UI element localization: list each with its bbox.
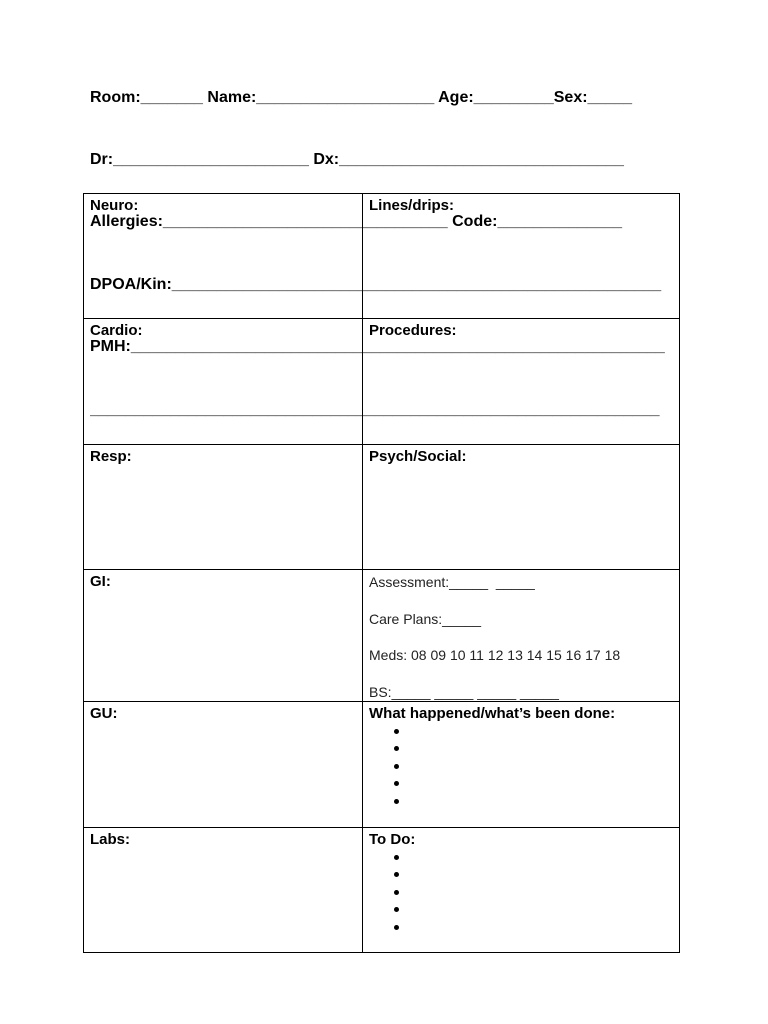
procedures-cell[interactable] — [363, 319, 680, 445]
lines-drips-label: Lines/drips: — [369, 197, 455, 214]
meds-line[interactable]: Meds: 08 09 10 11 12 13 14 15 16 17 18 — [369, 647, 621, 663]
header-line-allergies-code[interactable]: Allergies:________________________________ Code:______________ — [90, 213, 623, 231]
labs-cell[interactable] — [84, 827, 363, 952]
header-line-room-name-age-sex[interactable]: Room:_______ Name:____________________ Age:_________Sex:_____ — [90, 88, 633, 106]
lines-drips-cell[interactable] — [363, 194, 680, 319]
report-grid — [83, 193, 680, 953]
cardio-label: Cardio: — [90, 322, 143, 339]
procedures-label: Procedures: — [369, 322, 457, 339]
bullet-item[interactable] — [397, 901, 673, 919]
neuro-label: Neuro: — [90, 197, 139, 214]
grid-row-6 — [84, 827, 680, 952]
grid-row-5 — [84, 701, 680, 827]
header-line-pmh-continued[interactable]: ________________________________________________________________ — [90, 400, 660, 418]
assessment-line[interactable]: Assessment:_____ _____ — [369, 574, 535, 590]
bullet-item[interactable] — [397, 849, 673, 867]
header-line-dr-dx[interactable]: Dr:______________________ Dx:________________________________ — [90, 150, 624, 168]
gu-label: GU: — [90, 704, 118, 722]
psych-social-label: Psych/Social: — [369, 448, 467, 465]
grid-row-1 — [84, 194, 680, 319]
to-do-list — [369, 849, 673, 937]
gi-label: GI: — [90, 573, 111, 590]
psych-social-cell[interactable] — [363, 445, 680, 570]
what-happened-cell[interactable] — [363, 701, 680, 827]
bullet-item[interactable] — [397, 740, 673, 758]
to-do-cell[interactable] — [363, 827, 680, 952]
care-plans-line[interactable]: Care Plans:_____ — [369, 610, 482, 627]
what-happened-label: What happened/what’s been done: — [369, 704, 616, 722]
header-line-dpoa-kin[interactable]: DPOA/Kin:_______________________________________________________ — [90, 275, 662, 293]
to-do-label: To Do: — [369, 830, 416, 848]
bullet-item[interactable] — [397, 866, 673, 884]
assessment-cell[interactable] — [363, 570, 680, 702]
bullet-item[interactable] — [397, 793, 673, 811]
bullet-item[interactable] — [397, 884, 673, 902]
gi-cell[interactable] — [84, 570, 363, 702]
what-happened-list — [369, 723, 673, 811]
bullet-item[interactable] — [397, 775, 673, 793]
resp-label: Resp: — [90, 448, 132, 465]
bullet-item[interactable] — [397, 919, 673, 937]
gu-cell[interactable] — [84, 701, 363, 827]
bs-line[interactable]: BS:_____ _____ _____ _____ — [369, 683, 559, 700]
resp-cell[interactable] — [84, 445, 363, 570]
header-line-pmh[interactable]: PMH:____________________________________________________________ — [90, 338, 665, 356]
bullet-item[interactable] — [397, 723, 673, 741]
grid-row-4 — [84, 570, 680, 702]
grid-row-2 — [84, 319, 680, 445]
grid-row-3 — [84, 445, 680, 570]
bullet-item[interactable] — [397, 758, 673, 776]
labs-label: Labs: — [90, 830, 131, 848]
neuro-cell[interactable] — [84, 194, 363, 319]
cardio-cell[interactable] — [84, 319, 363, 445]
